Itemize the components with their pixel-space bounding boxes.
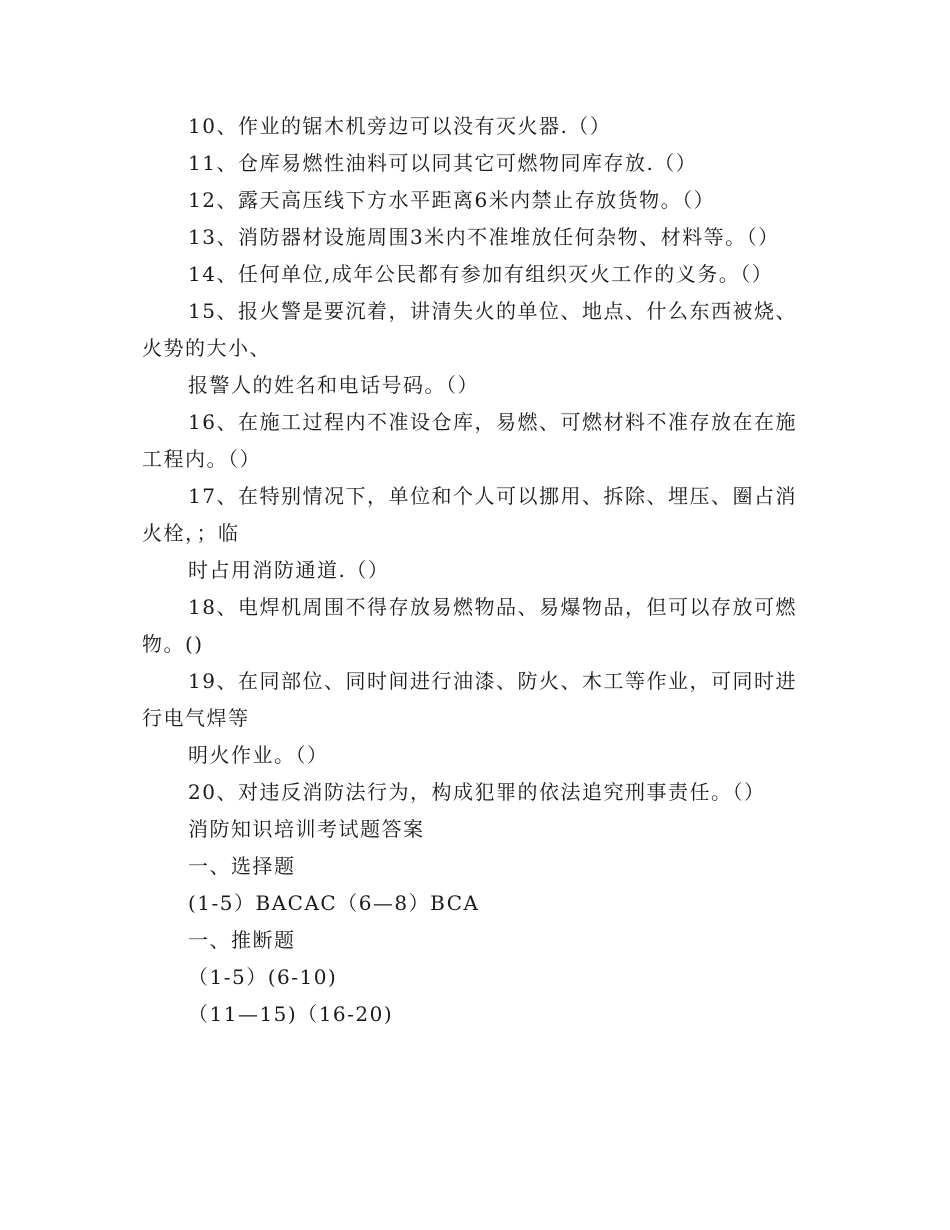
text-line: 11、仓库易燃性油料可以同其它可燃物同库存放.（） [188, 151, 698, 175]
text-line: 17、在特别情况下，单位和个人可以挪用、拆除、埋压、圈占消 [188, 484, 797, 508]
text-line: 工程内。（） [142, 447, 261, 471]
text-line: （11—15)（16-20) [188, 1002, 394, 1026]
text-line: 消防知识培训考试题答案 [188, 817, 425, 841]
text-line: 13、消防器材设施周围3米内不准堆放任何杂物、材料等。（） [188, 225, 780, 249]
text-line: 一、选择题 [188, 854, 296, 878]
text-line: 19、在同部位、同时间进行油漆、防火、木工等作业，可同时进 [188, 669, 797, 693]
text-line: 15、报火警是要沉着，讲清失火的单位、地点、什么东西被烧、 [188, 299, 797, 323]
text-line: 行电气焊等 [142, 706, 250, 730]
text-line: 时占用消防通道.（） [188, 558, 390, 582]
text-line: （1-5）(6-10) [188, 965, 338, 989]
text-line: 一、推断题 [188, 928, 296, 952]
text-line: 10、作业的锯木机旁边可以没有灭火器.（） [188, 114, 612, 138]
text-line: 火栓，；临 [142, 521, 240, 545]
text-line: 火势的大小、 [142, 336, 271, 360]
text-line: 物。() [142, 632, 204, 656]
text-line: 18、电焊机周围不得存放易燃物品、易爆物品，但可以存放可燃 [188, 595, 797, 619]
document-body [142, 108, 802, 1033]
text-line: 16、在施工过程内不准设仓库，易燃、可燃材料不准存放在在施 [188, 410, 797, 434]
text-line: (1-5）BACAC（6—8）BCA [188, 891, 480, 915]
text-line: 报警人的姓名和电话号码。（） [188, 373, 479, 397]
text-line: 明火作业。（） [188, 743, 329, 767]
text-line: 20、对违反消防法行为，构成犯罪的依法追究刑事责任。（） [188, 780, 766, 804]
text-line: 12、露天高压线下方水平距离6米内禁止存放货物。（） [188, 188, 716, 212]
text-line: 14、任何单位,成年公民都有参加有组织灭火工作的义务。（） [188, 262, 774, 286]
